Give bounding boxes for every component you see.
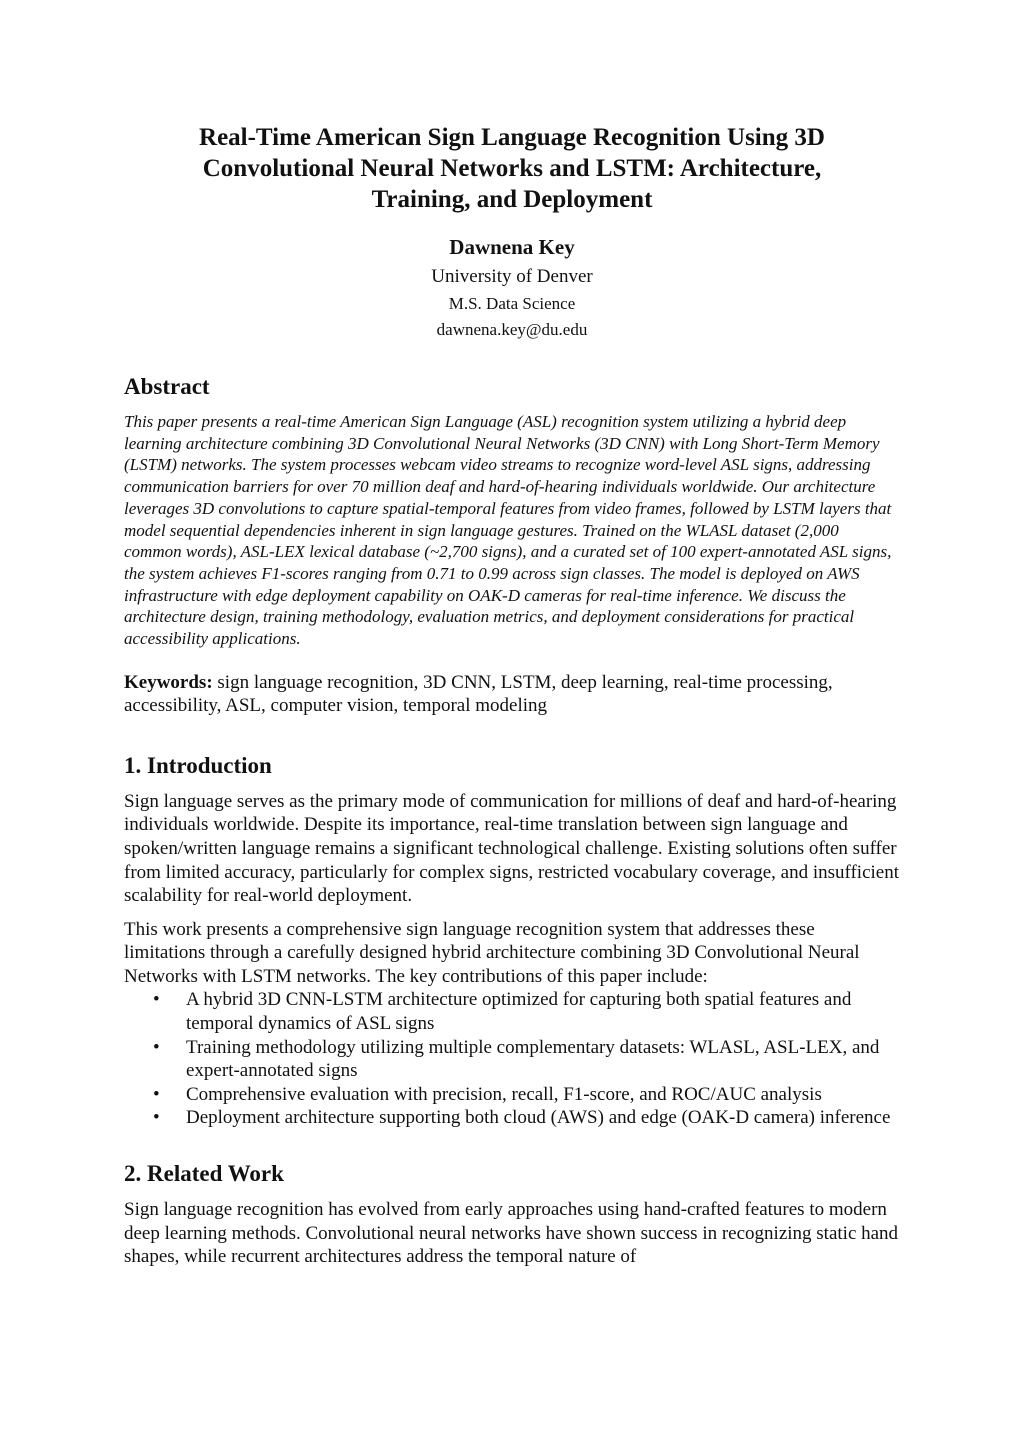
list-item (124, 1036, 900, 1083)
list-item-text: A hybrid 3D CNN-LSTM architecture optimized for capturing both spatial features and temporal dynamics of ASL signs (186, 989, 852, 1035)
author-name: Dawnena Key (449, 235, 575, 259)
section-heading-introduction: 1. Introduction (124, 752, 272, 778)
list-item (124, 1106, 900, 1130)
paper-title: Real-Time American Sign Language Recognition Using 3D Convolutional Neural Networks and LSTM: Architecture, Training, and Deployment (199, 124, 825, 213)
bullet-icon: • (153, 1036, 160, 1058)
list-item-text: Deployment architecture supporting both cloud (AWS) and edge (OAK-D camera) inference (186, 1107, 891, 1129)
paper-page (124, 122, 900, 1269)
related-work-paragraph: Sign language recognition has evolved from early approaches using hand-crafted features to modern deep learning methods. Convolutional neural networks have shown success in recognizing static hand shapes, while recurrent architectures address the temporal nature of (124, 1199, 899, 1268)
author-block (124, 233, 900, 343)
intro-paragraph-2: This work presents a comprehensive sign language recognition system that addresses these limitations through a carefully designed hybrid architecture combining 3D Convolutional Neural Networks with LSTM networks. The key contributions of this paper include: (124, 918, 860, 987)
list-item-text: Comprehensive evaluation with precision, recall, F1-score, and ROC/AUC analysis (186, 1083, 822, 1105)
author-affiliation: University of Denver (431, 266, 593, 287)
bullet-icon: • (153, 989, 160, 1011)
bullet-icon: • (153, 1083, 160, 1105)
abstract-heading: Abstract (124, 374, 210, 399)
list-item (124, 988, 900, 1035)
contributions-list (124, 988, 900, 1130)
bullet-icon: • (153, 1107, 160, 1129)
abstract-text: This paper presents a real-time American Sign Language (ASL) recognition system utilizing a hybrid deep learning architecture combining 3D Convolutional Neural Networks (3D CNN) with Long Short-Term Memory (LSTM) networks. The system processes webcam video streams to recognize word-level ASL signs, addressing communication barriers for over 70 million deaf and hard-of-hearing individuals worldwide. Our architecture leverages 3D convolutions to capture spatial-temporal features from video frames, followed by LSTM layers that model sequential dependencies inherent in sign language gestures. Trained on the WLASL dataset (2,000 common words), ASL-LEX lexical database (~2,700 signs), and a curated set of 100 expert-annotated ASL signs, the system achieves F1-scores ranging from 0.71 to 0.99 across sign classes. The model is deployed on AWS infrastructure with edge deployment capability on OAK-D cameras for real-time inference. We discuss the architecture design, training methodology, evaluation metrics, and deployment considerations for practical accessibility applications. (124, 412, 892, 649)
keywords-text: sign language recognition, 3D CNN, LSTM, deep learning, real-time processing, accessibility, ASL, computer vision, temporal modeling (124, 671, 833, 717)
list-item (124, 1083, 900, 1107)
keywords-label: Keywords: (124, 671, 213, 693)
intro-paragraph-1: Sign language serves as the primary mode of communication for millions of deaf and hard-of-hearing individuals worldwide. Despite its importance, real-time translation between sign language and spoken/written language remains a significant technological challenge. Existing solutions often suffer from limited accuracy, particularly for complex signs, restricted vocabulary coverage, and insufficient scalability for real-world deployment. (124, 790, 900, 907)
keywords (124, 671, 900, 718)
section-heading-related-work: 2. Related Work (124, 1161, 284, 1187)
author-email: dawnena.key@du.edu (436, 320, 588, 339)
list-item-text: Training methodology utilizing multiple complementary datasets: WLASL, ASL-LEX, and expert-annotated signs (186, 1036, 880, 1082)
author-degree: M.S. Data Science (448, 294, 576, 313)
